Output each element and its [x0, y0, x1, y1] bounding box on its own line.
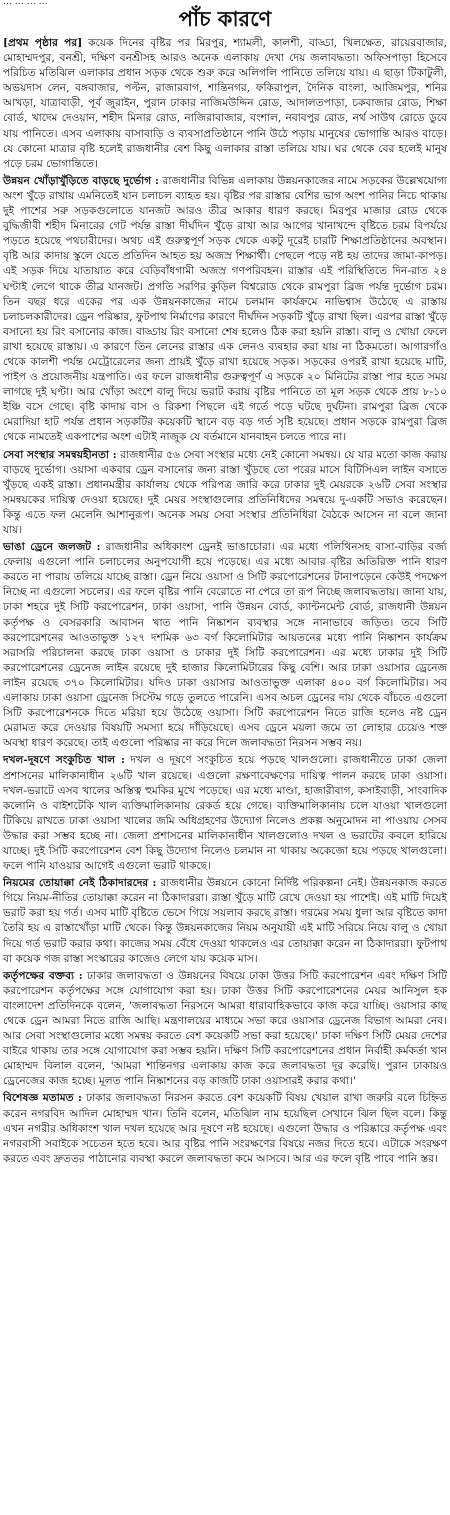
paragraph-text: কয়েক দিনের বৃষ্টির পর মিরপুর, শ্যামলী, কালশী, বাড্ডা, খিলক্ষেত, রায়েরবাজার, মোহাম্মদপুর, বনশ্রী, দক্ষিণ বনশ্রীসহ আরও অনেক এলাকায় দেখা দেয় জলাবদ্ধতা। অফিসপাড়া হিসেবে পরিচিত মতিঝিল এলাকার প্রধান সড়ক থেকে শুরু করে অলিগলি পানিতে তলিয়ে যায়। এ ছাড়া টিকাটুলী, অভয়দাস লেন, বঙ্গবাজার, পল্টন, রাজারবাগ, শান্তিনগর, ফকিরাপুল, দৈনিক বাংলা, আজিমপুর, শনির আখড়া, যাত্রাবাড়ী, পূর্ব জুরাইন, পুরান ঢাকার নাজিমউদ্দিন রোড, আদালতপাড়া, চকবাজার রোড, শিক্ষা বোর্ড, খাদেম দেওয়ান, শহীদ মিনার রোড, নাজিরাবাজার, বংশাল, নবাবপুর রোড, নর্থ সাউথ রোডে ডুবে যায় পানিতে। এসব এলাকায় বাসাবাড়ি ও ব্যবসাপ্রতিষ্ঠানে পানি উঠে পড়ায় মানুষের ভোগান্তি আরও বাড়ে। যে কোনো মাত্রার বৃষ্টি হলেই রাজধানীর বেশ কিছু এলাকার রাস্তা তলিয়ে যায়। ঘর থেকে বের হলেই মানুষ পড়ে চরম ভোগান্তিতে। [3, 37, 448, 170]
article-paragraph [3, 36, 447, 172]
article-paragraph [3, 540, 447, 751]
article-body [3, 36, 447, 1167]
article-paragraph [3, 1091, 447, 1166]
article-paragraph [3, 876, 447, 967]
paragraph-lead: সেবা সংস্থার সমন্বয়হীনতা : [3, 448, 117, 461]
paragraph-lead: নিয়মের তোয়াক্কা নেই ঠিকাদারদের : [3, 877, 157, 890]
article-paragraph [3, 448, 447, 539]
paragraph-lead: [প্রথম পৃষ্ঠার পর] [3, 37, 83, 49]
cut-off-top-line: … … … … [3, 0, 48, 6]
paragraph-text: রাজধানীর বিভিন্ন এলাকায় উন্নয়নকাজের নামে সড়কের উল্লেখযোগ্য অংশ খুঁড়ে রাখায় এমনিতেই যান চলাচল ব্যাহত হয়। বৃষ্টির পর রাস্তার বেশির ভাগ অংশ পানির নিচে থাকায় দুই পাশের সরু সড়কগুলোতে যানজট আরও তীব্র আকার ধারণ করছে। মিরপুর মাজার রোড থেকে বুদ্ধিজীবী শহীদ মিনারের গেট পর্যন্ত রাস্তা দীর্ঘদিন খুঁড়ে রাখা আর আগের খানাখন্দে বৃষ্টিতে চরম বিপর্যয়ে পড়তে হয়েছে পথচারীদের। অথচ এই গুরুত্বপূর্ণ সড়ক থেকে একটু দূরেই চারটি শিক্ষাপ্রতিষ্ঠানের অবস্থান। বৃষ্টি আর কাদায় স্কুলে যেতে প্রতিদিন আহত হয় অজস্র শিক্ষার্থী। পেছলে পড়ে নষ্ট হয় তাদের জামা-কাপড়। এই সড়ক দিয়ে যাতায়াত করে বেড়িবাঁধগামী অজস্র গণপরিবহন। রাস্তার এই পরিস্থিতিতে দিন-রাত ২৪ ঘণ্টাই লেগে থাকে তীব্র যানজট। প্রগতি সরণির কুড়িল বিশ্বরোড থেকে রামপুরা ব্রিজ পর্যন্ত দুর্ভোগ চরম। তিন বছর ধরে একের পর এক উন্নয়নকাজের নামে চলমান কার্যক্রমে নাভিশ্বাস উঠেছে এ রাস্তায় চলাচলকারীদের। ড্রেন পরিষ্কার, ফুটপাথ নির্মাণের কারণে দীর্ঘদিন সড়কটি খুঁড়ে রাখা ছিল। এরপর রাস্তা খুঁড়ে বসানো হয় রিং বসানোর কাজ। বাড্ডায় রিং বসানো শেষ হলেও ঠিক করা হয়নি রাস্তা। বালু ও খোয়া ফেলে রাখা হয়েছে রাস্তায়। এ কারণে তিন লেনের রাস্তার এক লেনও ব্যবহার করা যায় না ঠিকমতো। আগারগাঁও থেকে কালশী পর্যন্ত মেট্রোরেলের জন্য প্রায়ই খুঁড়ে রাখা হয়েছে সড়ক। সড়কের ওপরই রাখা হয়েছে মাটি, পাইপ ও প্রয়োজনীয় যন্ত্রপাতি। এর ফলে রাজধানীর গুরুত্বপূর্ণ এ সড়কে ২০ মিনিটের রাস্তা পার হতে সময় লাগছে দুই ঘণ্টা। আর খোঁড়া অংশে বালু দিয়ে ভরাট করায় বৃষ্টির পানিতে তা মূল সড়ক থেকে প্রায় ৮-১০ ইঞ্চি বসে গেছে। বৃষ্টি কাদায় বাস ও রিকশা পিছলে এই গর্তে পড়ে ঘটছে দুর্ঘটনা। রামপুরা ব্রিজ থেকে মেরাদিয়া হাট পর্যন্ত প্রধান সড়কটির কয়েকটি স্থানে বড় বড় গর্ত সৃষ্টি হয়েছে। প্রধান সড়কে রামপুরা ব্রিজ থেকে নামতেই একপাশের অংশ এটাই নাজুক যে বর্তমানে যানবাহন চলতে পারে না। [3, 174, 447, 444]
paragraph-text: রাজধানীর উন্নয়নে কোনো নির্দিষ্ট পরিকল্পনা নেই। উন্নয়নকাজ করতে গিয়ে নিয়ম-নীতির তোয়াক্কা করেন না ঠিকাদাররা। রাস্তা খুঁড়ে মাটি রেখে দেওয়া হয় পাশেই। এই মাটি দিয়েই ভরাট করা হয় গর্ত। এসব মাটি বৃষ্টিতে ভেসে গিয়ে সয়লাব করছে রাস্তা। গরমের সময় ধুলা আর বৃষ্টিতে কাদা তৈরি হয় এ রাস্তাখোঁড়া মাটি থেকে। কিন্তু উন্নয়নকাজের নিয়ম অনুযায়ী এই মাটি সরিয়ে নিয়ে বালু ও খোয়া দিয়ে গর্ত ভরাট করার কথা। কাজের সময় বেঁধে দেওয়া থাকলেও এর তোয়াক্কা করেন না ঠিকাদাররা। ফুটপাথ বা কয়েক গজ রাস্তা সংস্কারের কাজেও লেগে যায় কয়েক মাস। [3, 877, 447, 965]
article-paragraph [3, 753, 447, 874]
article-paragraph [3, 969, 447, 1090]
paragraph-lead: বিশেষজ্ঞ মতামত : [3, 1092, 82, 1105]
paragraph-text: ঢাকার জলাবদ্ধতা ও উন্নয়নের বিষয়ে ঢাকা উত্তর সিটি করপোরেশন এবং দক্ষিণ সিটি করপোরেশন কর্তৃপক্ষের সঙ্গে যোগাযোগ করা হয়। ঢাকা উত্তর সিটি করপোরেশনের মেয়র আনিসুল হক বাংলাদেশ প্রতিদিনকে বলেন, 'জলাবদ্ধতা নিরসনে আমরা ধারাবাহিকভাবে কাজ করে যাচ্ছি। ওয়াসার কাছ থেকে ড্রেন আমরা নিতে রাজি আছি। মন্ত্রণালয়ের মাধ্যমে সভা করে ওয়াসার ড্রেনেজ বিভাগ আমরা নেব। আর সেবা সংস্থাগুলোর মধ্যে সমন্বয় করতে বেশ কয়েকটি সভা করা হয়েছে।' ঢাকা দক্ষিণ সিটি মেয়র দেশের বাইরে থাকায় তার সঙ্গে যোগাযোগ করা সম্ভব হয়নি। দক্ষিণ সিটি করপোরেশনের প্রধান নির্বাহী কর্মকর্তা খান মোহাম্মদ বিলাল বলেন, 'আমরা শান্তিনগর এলাকায় কাজ করে জলাবদ্ধতা দূর করেছি। পুরান ঢাকায়ও ড্রেনেজের কাজ হচ্ছে। মূলত পানি নিষ্কাশনের বড় কাজটি ঢাকা ওয়াসারই করার কথা।' [3, 969, 447, 1088]
article-paragraph [3, 174, 447, 446]
paragraph-lead: কর্তৃপক্ষের বক্তব্য : [3, 969, 83, 982]
article-headline: পাঁচ কারণে [178, 6, 272, 31]
paragraph-text: দখল ও দূষণে সংকুচিত হয়ে পড়ছে খালগুলো। রাজধানীতে ঢাকা জেলা প্রশাসনের মালিকানাধীন ২৬টি খাল রয়েছে। এগুলো রক্ষণাবেক্ষণের দায়িত্ব পালন করছে ঢাকা ওয়াসা। দখল-ভরাটে এসব খালের অস্তিত্ব হুমকির মুখে পড়েছে। এর মধ্যে মাণ্ডা, হাজারীবাগ, কসাইবাড়ী, সাংবাদিক কলোনি ও বাইশটেকি খাল ব্যক্তিমালিকানায় রেকর্ড হয়ে গেছে। ব্যক্তিমালিকানায় চলে যাওয়া খালগুলো টিকিয়ে রাখতে ঢাকা ওয়াসা খালের জমি অধিগ্রহণের উদ্যোগ নিলেও প্রকল্প অনুমোদন না পাওয়ায় সেসব উদ্ধার করা সম্ভব হচ্ছে না। জেলা প্রশাসনের মালিকানাধীন খালগুলোও দখল ও ভরাটের কবলে হারিয়ে যাচ্ছে। দুই সিটি করপোরেশন বেশ কিছু উদ্যোগ নিলেও চলমান না থাকায় অকেজো হয়ে পড়ছে খালগুলো। ফলে পানি যাওয়ার আগেই এগুলো ভরাট থাকছে। [3, 754, 448, 873]
paragraph-lead: ভাঙা ড্রেনে জলজট : [3, 541, 101, 554]
paragraph-lead: দখল-দূষণে সংকুচিত খাল : [3, 754, 125, 767]
paragraph-text: রাজধানীর ৫৬ সেবা সংস্থার মধ্যে নেই কোনো সমন্বয়। যে যার মতো কাজ করায় বাড়ছে দুর্ভোগ। ওয়াসা একবার ড্রেন বসানোর জন্য রাস্তা খুঁড়ছে তো পরের মাসে বিটিসিএল লাইন বসাতে খুঁড়ছে একই রাস্তা। প্রধানমন্ত্রীর কার্যালয় থেকে পরিপত্র জারি করে ঢাকার দুই মেয়রকে ২৬টি সেবা সংস্থার সমন্বয়কের দায়িত্ব দেওয়া হয়েছে। দুই মেয়র সংস্থাগুলোর প্রতিনিধিদের সমন্বয়ে দু-একটি সভাও করেছেন। কিন্তু এতে ফল মেলেনি আশানুরূপ। অনেক সময় সেবা সংস্থার প্রতিনিধিরা বৈঠকে আসেন না বলে জানা যায়। [3, 448, 447, 536]
paragraph-text: রাজধানীর অধিকাংশ ড্রেনই ভাঙাচোরা। এর মধ্যে পলিথিনসহ বাসা-বাড়ির বর্জ্য ফেলায় এগুলো পানি চলাচলের অনুপযোগী হয়ে পড়েছে। এর মধ্যে আবার বৃষ্টির অতিরিক্ত পানি ধারণ করতে না পারায় তলিয়ে যাচ্ছে রাস্তা। ড্রেন নিয়ে ওয়াসা ও সিটি করপোরেশনের টানাপড়েনে কেউই পদক্ষেপ নিচ্ছে না এগুলো সচলের। এর ফলে বৃষ্টির পানি বেরোতে না পেরে তা রূপ নিচ্ছে জলাবদ্ধতায়। জানা যায়, ঢাকা শহরে দুই সিটি করপোরেশন, ঢাকা ওয়াসা, পানি উন্নয়ন বোর্ড, ক্যান্টনমেন্ট বোর্ড, রাজধানী উন্নয়ন কর্তৃপক্ষ ও বেসরকারি আবাসন খাত পানি নিষ্কাশন ব্যবস্থার সঙ্গে নানাভাবে জড়িত। তবে সিটি করপোরেশনের আওতাভুক্ত ১২৭ দশমিক ৬৩ বর্গ কিলোমিটার আয়তনের মধ্যে পানি নিষ্কাশন কার্যক্রম সরাসরি পরিচালনা করছে ঢাকা ওয়াসা ও ঢাকার দুই সিটি করপোরেশন। এর মধ্যে ঢাকার দুই সিটি করপোরেশনের ড্রেনেজ লাইন রয়েছে দুই হাজার কিলোমিটারের কিছু বেশি। আর ঢাকা ওয়াসার ড্রেনেজ লাইন রয়েছে ৩৭০ কিলোমিটার। যদিও ঢাকা ওয়াসার আওতাভুক্ত এলাকা ৪০০ বর্গ কিলোমিটার। সব এলাকায় ঢাকা ওয়াসা ড্রেনেজ সিস্টেম গড়ে তুলতে পারেনি। এসব অচল ড্রেনের দায় থেকে বাঁচতে এগুলো সিটি করপোরেশনকে দিতে মরিয়া হয়ে উঠেছে ওয়াসা। সিটি করপোরেশন নিতে রাজি হলেও নষ্ট ড্রেন মেরামত করে দেওয়ার বিষয়টি সমস্যা হয়ে দাঁড়িয়েছে। এসব ড্রেনে ময়লা জমে তা লোহার চেয়েও শক্ত অবস্থা ধারণ করেছে। তাই এগুলো পরিষ্কার না করে দিলে জলাবদ্ধতা নিরসন সম্ভব নয়। [3, 541, 447, 750]
paragraph-lead: উন্নয়ন খোঁড়াখুঁড়িতে বাড়ছে দুর্ভোগ : [3, 174, 159, 187]
paragraph-text: ঢাকার জলাবদ্ধতা নিরসন করতে বেশ কয়েকটি বিষয় খেয়াল রাখা জরুরি বলে চিহ্নিত করেন নগরবিদ আদিল মোহাম্মদ খান। তিনি বলেন, মতিঝিল নাম হয়েছিল সেখানে ঝিল ছিল বলে। কিন্তু এখন নগরীর অধিকাংশ খাল দখল হয়েছে আর দূষণে নষ্ট হয়েছে। এগুলো উদ্ধার ও পরিষ্কারে কর্তৃপক্ষ এবং নগরবাসী সবাইকে সচেতন হতে হবে। আর বৃষ্টির পানি সংরক্ষণের বিষয়ে নজর দিতে হবে। এটাকে সংরক্ষণ করতে এবং দ্রুততর পাঠানোর ব্যবস্থা করলে জলাবদ্ধতা কমে আসবে। আর এর ফলে বৃষ্টি পাবে পানি স্তর। [3, 1092, 447, 1165]
